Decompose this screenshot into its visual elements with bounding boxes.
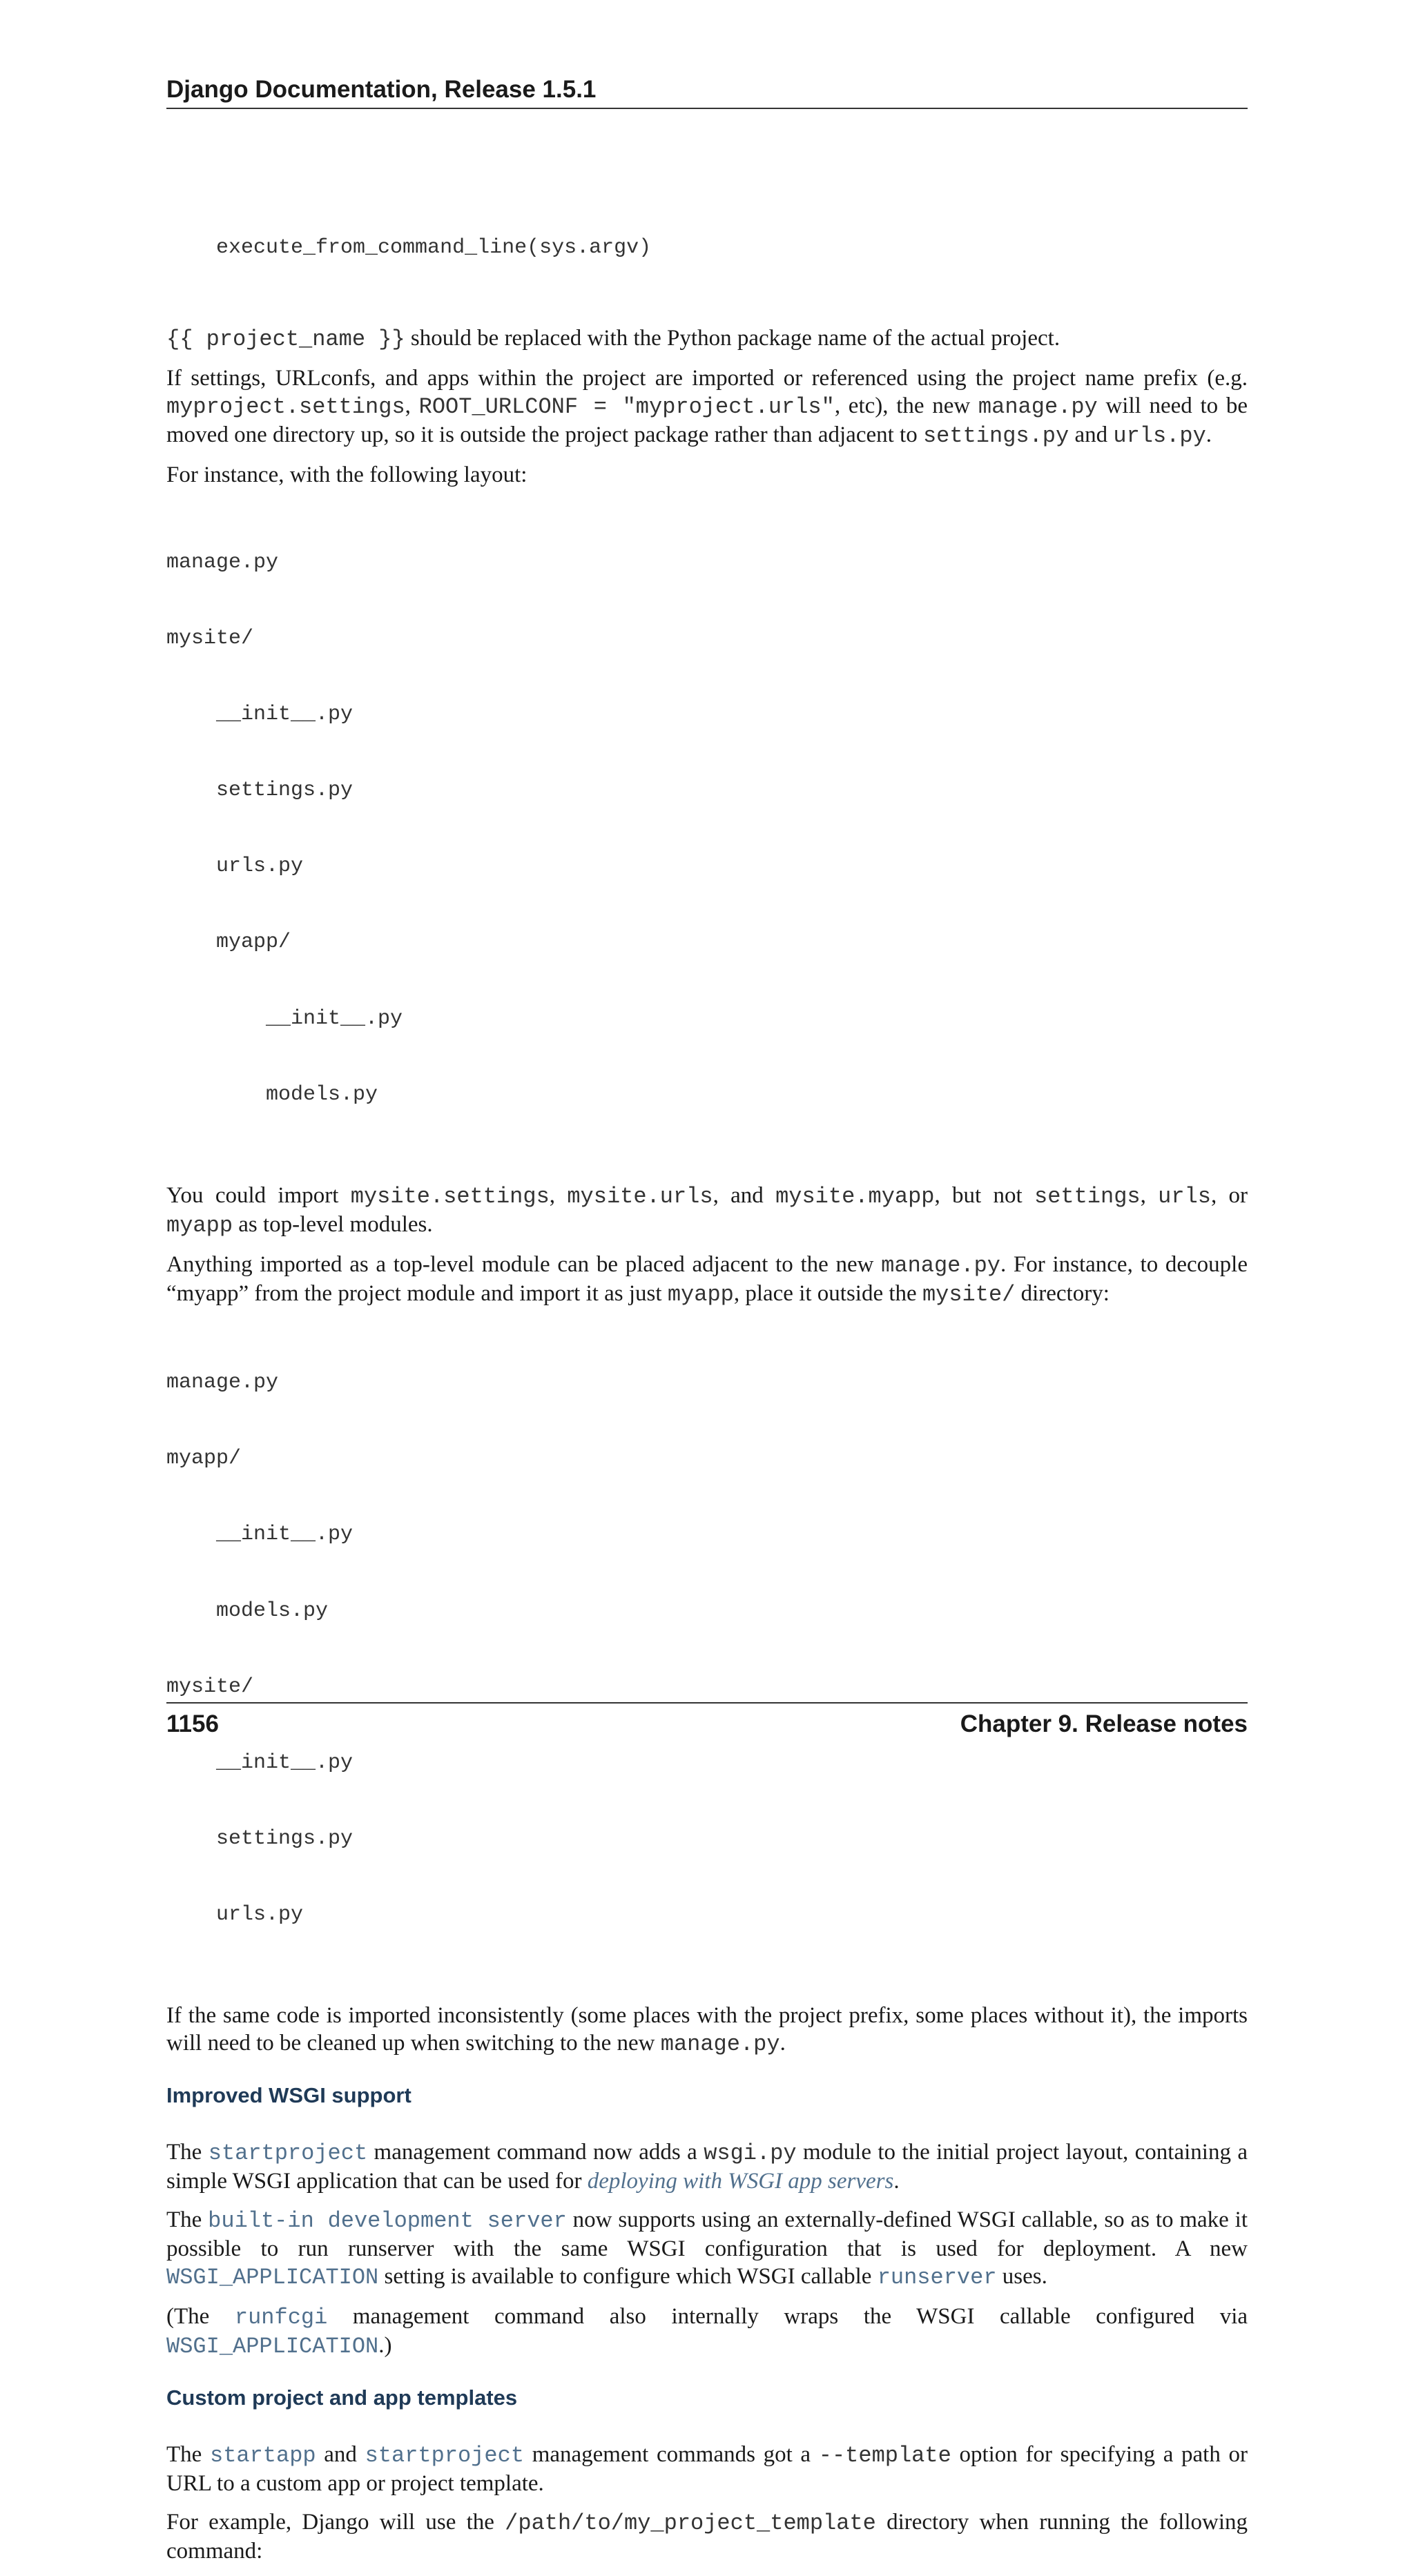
text-span: . bbox=[779, 2031, 786, 2056]
paragraph-dev-server bbox=[166, 2206, 1248, 2292]
inline-code: mysite.urls bbox=[567, 1183, 713, 1209]
startapp-link[interactable]: startapp bbox=[209, 2443, 316, 2469]
paragraph-template-option bbox=[166, 2441, 1248, 2497]
paragraph-prefix bbox=[166, 364, 1248, 450]
paragraph-runfcgi bbox=[166, 2303, 1248, 2361]
text-span: , bbox=[549, 1182, 568, 1208]
inline-code: mysite.settings bbox=[350, 1183, 550, 1209]
text-span: , and bbox=[713, 1182, 776, 1208]
code-line: myapp/ bbox=[166, 1447, 242, 1471]
code-line: manage.py bbox=[166, 550, 279, 574]
code-block-layout-1 bbox=[166, 500, 1248, 1158]
text-span: For example, Django will use the bbox=[166, 2510, 505, 2535]
inline-code: manage.py bbox=[978, 393, 1098, 420]
paragraph-import bbox=[166, 1182, 1248, 1240]
text-span: .) bbox=[378, 2333, 392, 2359]
text-span: directory: bbox=[1015, 1280, 1110, 1306]
text-span: The bbox=[166, 2140, 209, 2165]
inline-code: wsgi.py bbox=[704, 2140, 797, 2167]
inline-code: settings bbox=[1034, 1183, 1141, 1209]
page-content bbox=[166, 185, 1248, 2576]
inline-code: --template bbox=[818, 2443, 951, 2469]
text-span: management command also internally wraps the WSGI callable configured via bbox=[327, 2304, 1248, 2330]
text-span: , but not bbox=[934, 1182, 1034, 1208]
text-span: . bbox=[1205, 422, 1212, 447]
deploying-wsgi-link[interactable]: deploying with WSGI app servers bbox=[587, 2169, 894, 2194]
text-span: management commands got a bbox=[524, 2442, 819, 2468]
code-line: models.py bbox=[166, 1082, 378, 1106]
code-line: mysite/ bbox=[166, 627, 254, 651]
text-span: You could import bbox=[166, 1182, 351, 1208]
inline-code: manage.py bbox=[660, 2031, 780, 2058]
runfcgi-link[interactable]: runfcgi bbox=[234, 2305, 328, 2331]
text-span: If settings, URLconfs, and apps within the project are imported or referenced using the project name prefix (e.g. bbox=[166, 365, 1248, 391]
inline-code: settings.py bbox=[922, 422, 1069, 449]
text-span: management command now adds a bbox=[367, 2140, 704, 2165]
code-line: __init__.py bbox=[166, 703, 354, 727]
running-footer bbox=[166, 1702, 1248, 1738]
inline-code: manage.py bbox=[881, 1252, 1000, 1278]
chapter-title: Chapter 9. Release notes bbox=[960, 1710, 1248, 1737]
paragraph-startproject-wsgi bbox=[166, 2138, 1248, 2195]
inline-code: ROOT_URLCONF = "myproject.urls" bbox=[418, 393, 835, 420]
running-header: Django Documentation, Release 1.5.1 bbox=[166, 75, 1248, 109]
text-span: If the same code is imported inconsistently (some places with the project prefix, some places without it), the imports will need to be cleaned up when switching to the new bbox=[166, 2003, 1248, 2056]
inline-code: myproject.settings bbox=[166, 393, 405, 420]
wsgi-application-link[interactable]: WSGI_APPLICATION bbox=[166, 2334, 379, 2360]
code-block-exec bbox=[166, 185, 1248, 312]
text-span: , etc), the new bbox=[834, 393, 978, 418]
code-line: __init__.py bbox=[166, 1750, 354, 1775]
inline-code: urls bbox=[1158, 1183, 1211, 1209]
paragraph-instance: For instance, with the following layout: bbox=[166, 462, 527, 487]
inline-code: /path/to/my_project_template bbox=[505, 2510, 876, 2537]
startproject-link[interactable]: startproject bbox=[208, 2140, 368, 2167]
text-span: will need to be moved one directory up, so it is outside the project package rather than adjacent to bbox=[166, 393, 1248, 447]
code-line: __init__.py bbox=[166, 1523, 354, 1547]
paragraph-project-name bbox=[166, 324, 1248, 353]
code-block-layout-2 bbox=[166, 1320, 1248, 1978]
text-span: , bbox=[1140, 1182, 1159, 1208]
text-span: and bbox=[316, 2442, 365, 2468]
text-span: setting is available to configure which WSGI callable bbox=[378, 2264, 878, 2290]
paragraph-template-example bbox=[166, 2508, 1248, 2565]
inline-code: mysite.myapp bbox=[775, 1183, 935, 1209]
text-span: should be replaced with the Python package name of the actual project. bbox=[405, 325, 1060, 351]
text-span: module to the initial project layout, containing a simple WSGI application that can be used for bbox=[166, 2140, 1248, 2194]
runserver-link[interactable]: runserver bbox=[877, 2265, 997, 2291]
code-line: manage.py bbox=[166, 1371, 279, 1395]
text-span: option for specifying a path or URL to a custom app or project template. bbox=[166, 2442, 1248, 2497]
text-span: . bbox=[893, 2169, 900, 2194]
wsgi-application-link[interactable]: WSGI_APPLICATION bbox=[166, 2265, 379, 2291]
text-span: , or bbox=[1210, 1182, 1248, 1208]
text-span: (The bbox=[166, 2304, 235, 2330]
text-span: , place it outside the bbox=[733, 1280, 922, 1306]
code-line: urls.py bbox=[166, 1902, 304, 1926]
text-span: directory when running the following command: bbox=[166, 2510, 1248, 2564]
dev-server-link[interactable]: built-in development server bbox=[208, 2208, 567, 2234]
text-span: now supports using an externally-defined WSGI callable, so as to make it possible to run runserver with the same WSGI configuration that is used for deployment. A new bbox=[166, 2207, 1248, 2262]
inline-code: urls.py bbox=[1113, 422, 1206, 449]
code-line: models.py bbox=[166, 1599, 329, 1623]
paragraph-top-level bbox=[166, 1251, 1248, 1309]
section-heading-templates: Custom project and app templates bbox=[166, 2385, 518, 2410]
text-span: The bbox=[166, 2207, 209, 2233]
code-line: myapp/ bbox=[166, 930, 291, 955]
code-line: settings.py bbox=[166, 1826, 354, 1851]
code-line: settings.py bbox=[166, 779, 354, 803]
inline-code: myapp bbox=[667, 1281, 734, 1307]
text-span: uses. bbox=[996, 2264, 1047, 2290]
startproject-link[interactable]: startproject bbox=[365, 2443, 525, 2469]
code-line: __init__.py bbox=[166, 1006, 403, 1031]
text-span: The bbox=[166, 2442, 210, 2468]
code-line: urls.py bbox=[166, 855, 304, 879]
code-line: mysite/ bbox=[166, 1675, 254, 1699]
text-span: , bbox=[405, 393, 419, 418]
text-span: . For instance, to decouple “myapp” from the project module and import it as just bbox=[166, 1251, 1248, 1306]
inline-code: mysite/ bbox=[922, 1281, 1016, 1307]
text-span: as top-level modules. bbox=[233, 1211, 433, 1237]
section-heading-wsgi: Improved WSGI support bbox=[166, 2083, 411, 2108]
paragraph-inconsistent bbox=[166, 2002, 1248, 2058]
inline-code: myapp bbox=[166, 1212, 233, 1238]
text-span: Anything imported as a top-level module can be placed adjacent to the new bbox=[166, 1251, 882, 1277]
code-line: execute_from_command_line(sys.argv) bbox=[166, 236, 652, 260]
inline-code: {{ project_name }} bbox=[166, 326, 405, 352]
page-number: 1156 bbox=[166, 1710, 219, 1737]
text-span: and bbox=[1069, 422, 1114, 447]
